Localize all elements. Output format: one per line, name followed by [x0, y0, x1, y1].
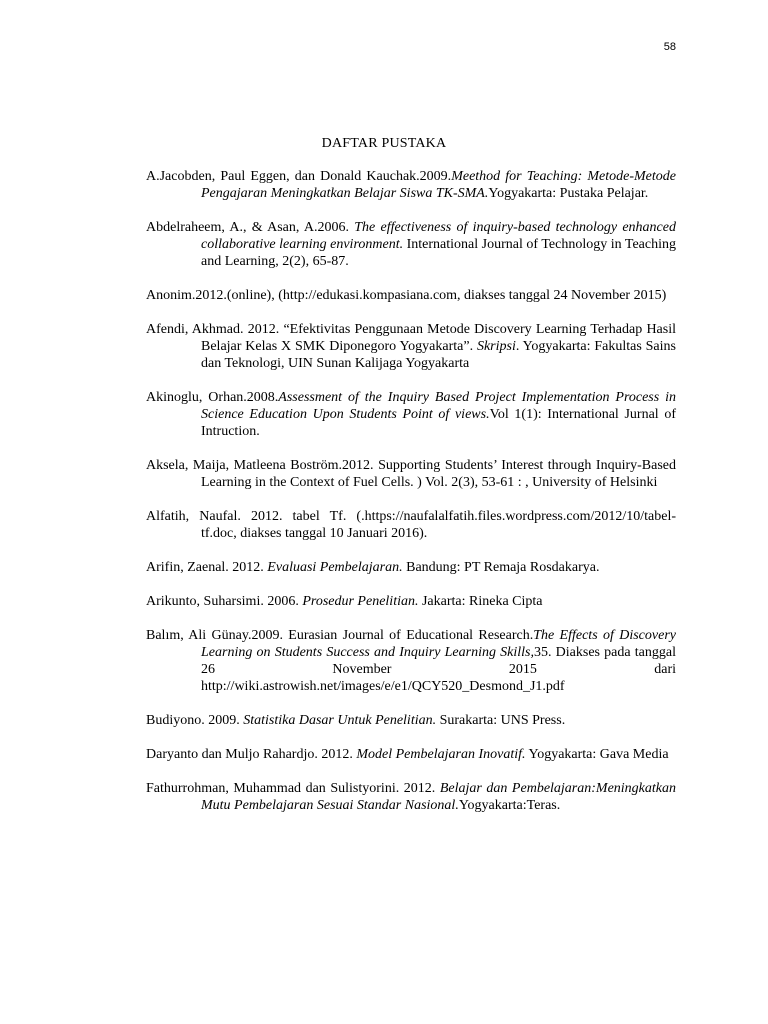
reference-entry — [146, 287, 676, 304]
reference-text: Yogyakarta: Pustaka Pelajar. — [488, 186, 649, 201]
reference-text: International Journal of Technology in Teaching and Learning, 2(2), 65-87. — [201, 237, 676, 269]
reference-text: Aksela, Maija, Matleena Boström.2012. Supporting Students’ Interest through Inquiry-Based Learning in the Context of Fuel Cells. ) Vol. 2(3), 53-61 : , University of Helsinki — [146, 458, 676, 490]
reference-title-italic: Model Pembelajaran Inovatif. — [356, 747, 526, 762]
reference-entry — [146, 627, 676, 695]
reference-text: Jakarta: Rineka Cipta — [418, 594, 543, 609]
reference-text: Alfatih, Naufal. 2012. tabel Tf. (.https://naufalalfatih.files.wordpress.com/2012/10/tabel-tf.doc, diakses tanggal 10 Januari 2016). — [146, 509, 676, 541]
reference-entry — [146, 508, 676, 542]
reference-entry — [146, 559, 676, 576]
reference-text: 35. Diakses pada tanggal 26 November 2015 dari http://wiki.astrowish.net/images/e/e1/QCY520_Desmond_J1.pdf — [201, 645, 676, 694]
reference-title-italic: Skripsi — [476, 339, 516, 354]
reference-title-italic: The Effects of Discovery Learning on Students Success and Inquiry Learning Skills, — [201, 628, 676, 660]
reference-title-italic: Belajar dan Pembelajaran:Meningkatkan Mutu Pembelajaran Sesuai Standar Nasional. — [201, 781, 676, 813]
reference-text: Surakarta: UNS Press. — [436, 713, 566, 728]
reference-text: Abdelraheem, A., & Asan, A.2006. — [146, 220, 355, 235]
reference-entry — [146, 321, 676, 372]
reference-title-italic: The effectiveness of inquiry-based technology enhanced collaborative learning environment. — [201, 220, 676, 252]
reference-text: Anonim.2012.(online), (http://edukasi.kompasiana.com, diakses tanggal 24 November 2015) — [146, 288, 667, 303]
reference-text: Afendi, Akhmad. 2012. “Efektivitas Penggunaan Metode Discovery Learning Terhadap Hasil Belajar Kelas X SMK Diponegoro Yogyakarta”. — [146, 322, 676, 354]
reference-text: Arikunto, Suharsimi. 2006. — [146, 594, 303, 609]
reference-title-italic: Assessment of the Inquiry Based Project Implementation Process in Science Education Upon Students Point of views. — [201, 390, 676, 422]
reference-entry — [146, 389, 676, 440]
reference-text: Arifin, Zaenal. 2012. — [146, 560, 268, 575]
page-number: 58 — [663, 41, 676, 53]
reference-title-italic: Meethod for Teaching: Metode-Metode Pengajaran Meningkatkan Belajar Siswa TK-SMA. — [201, 169, 676, 201]
reference-entry — [146, 712, 676, 729]
page-title: DAFTAR PUSTAKA — [321, 136, 447, 151]
reference-title-italic: Statistika Dasar Untuk Penelitian. — [243, 713, 437, 728]
reference-text: . Yogyakarta: Fakultas Sains dan Teknologi, UIN Sunan Kalijaga Yogyakarta — [201, 339, 676, 371]
reference-entry — [146, 593, 676, 610]
reference-text: Daryanto dan Muljo Rahardjo. 2012. — [146, 747, 357, 762]
reference-text: Yogyakarta:Teras. — [458, 798, 561, 813]
reference-text: Budiyono. 2009. — [146, 713, 244, 728]
reference-text: Bandung: PT Remaja Rosdakarya. — [402, 560, 600, 575]
reference-list — [146, 168, 676, 831]
reference-entry — [146, 457, 676, 491]
reference-text: Fathurrohman, Muhammad dan Sulistyorini. 2012. — [146, 781, 440, 796]
reference-title-italic: Evaluasi Pembelajaran. — [267, 560, 403, 575]
reference-title-italic: Prosedur Penelitian. — [302, 594, 419, 609]
reference-text: Vol 1(1): International Jurnal of Intruction. — [201, 407, 676, 439]
reference-text: A.Jacobden, Paul Eggen, dan Donald Kauchak.2009. — [146, 169, 452, 184]
reference-text: Yogyakarta: Gava Media — [525, 747, 669, 762]
reference-text: Balım, Ali Günay.2009. Eurasian Journal of Educational Research. — [146, 628, 534, 643]
reference-entry — [146, 746, 676, 763]
reference-entry — [146, 219, 676, 270]
reference-text: Akinoglu, Orhan.2008. — [146, 390, 279, 405]
reference-entry — [146, 780, 676, 814]
reference-entry — [146, 168, 676, 202]
